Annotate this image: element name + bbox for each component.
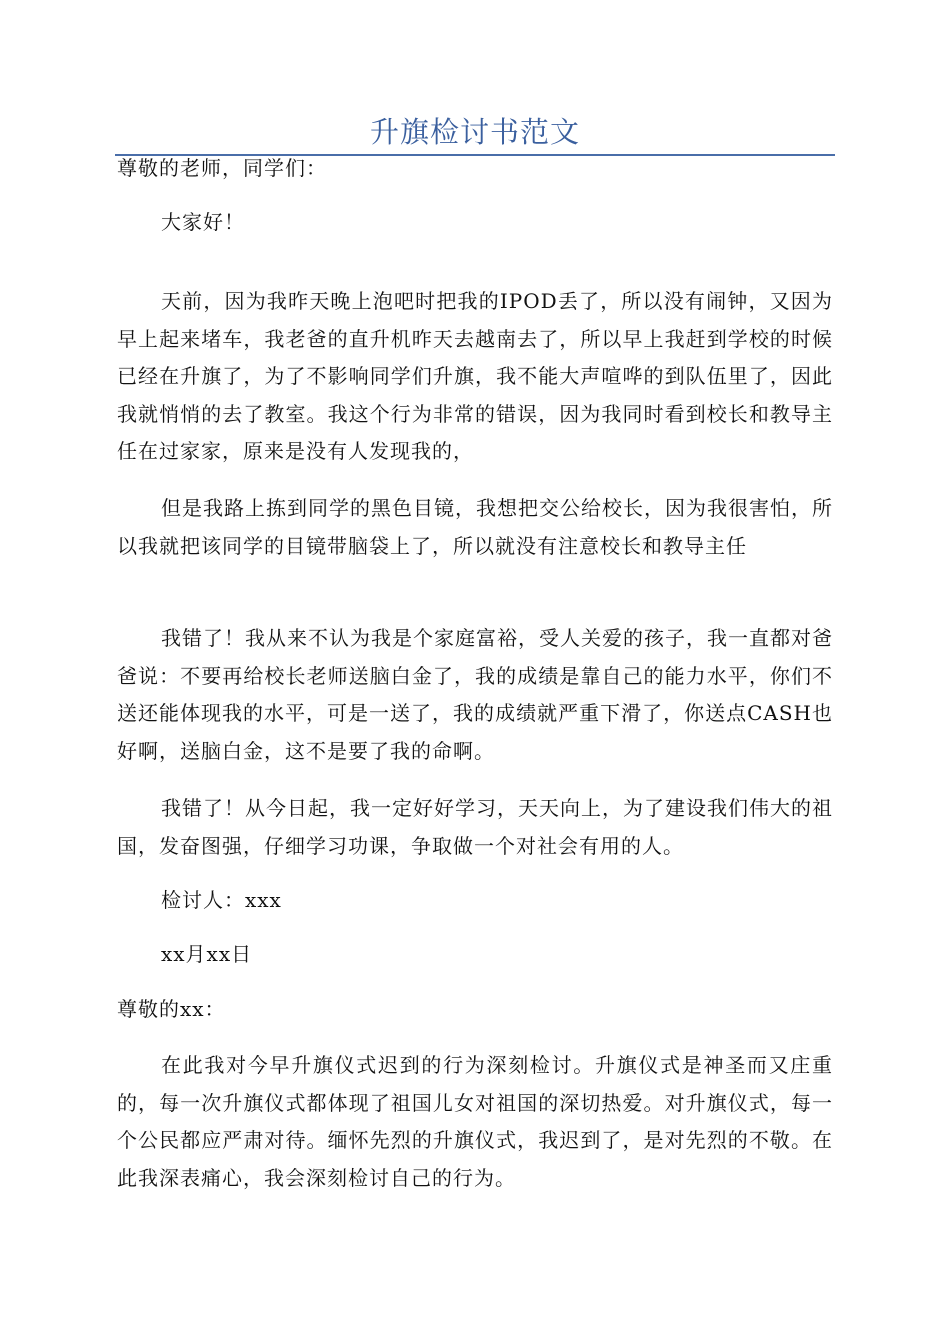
salutation-second-letter: 尊敬的xx： [117, 997, 226, 1021]
salutation-teachers: 尊敬的老师，同学们： [117, 156, 327, 180]
body-paragraph-2: 但是我路上拣到同学的黑色目镜，我想把交公给校长，因为我很害怕，所以我就把该同学的目镜带脑袋上了，所以就没有注意校长和教导主任 [117, 496, 833, 558]
greeting-paragraph: 大家好！ [161, 210, 245, 234]
body-paragraph-4: 我错了！从今日起，我一定好好学习，天天向上，为了建设我们伟大的祖国，发奋图强，仔细学习功课，争取做一个对社会有用的人。 [117, 796, 833, 858]
body-paragraph-1: 天前，因为我昨天晚上泡吧时把我的IPOD丢了，所以没有闹钟，又因为早上起来堵车，我老爸的直升机昨天去越南去了，所以早上我赶到学校的时候已经在升旗了，为了不影响同学们升旗，我不能大声喧哗的到队伍里了，因此我就悄悄的去了教室。我这个行为非常的错误，因为我同时看到校长和教导主任在过家家，原来是没有人发现我的， [117, 289, 833, 463]
body-paragraph-3: 我错了！我从来不认为我是个家庭富裕，受人关爱的孩子，我一直都对爸爸说：不要再给校长老师送脑白金了，我的成绩是靠自己的能力水平，你们不送还能体现我的水平，可是一送了，我的成绩就严重下滑了，你送点CASH也好啊，送脑白金，这不是要了我的命啊。 [117, 626, 833, 763]
document-title: 升旗检讨书范文 [369, 115, 580, 149]
signature-date: xx月xx日 [161, 942, 253, 966]
signature-name: 检讨人：xxx [161, 888, 282, 912]
body-paragraph-5: 在此我对今早升旗仪式迟到的行为深刻检讨。升旗仪式是神圣而又庄重的，每一次升旗仪式都体现了祖国儿女对祖国的深切热爱。对升旗仪式，每一个公民都应严肃对待。缅怀先烈的升旗仪式，我迟到了，是对先烈的不敬。在此我深表痛心，我会深刻检讨自己的行为。 [117, 1053, 833, 1190]
